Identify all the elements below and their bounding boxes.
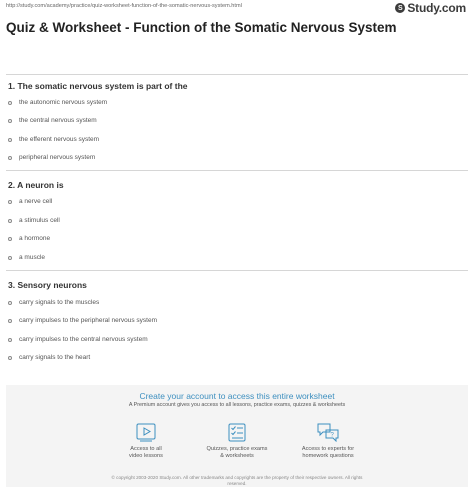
radio-icon[interactable] — [8, 101, 12, 105]
copyright-footer: © copyright 2003-2020 Study.com. All other trademarks and copyrights are the property of their respective owners. All rights reserved. — [111, 475, 363, 486]
radio-icon[interactable] — [8, 338, 12, 342]
question-2-option-3[interactable]: a hormone — [8, 235, 50, 242]
video-lesson-icon — [135, 422, 157, 442]
radio-icon[interactable] — [8, 156, 12, 160]
question-2-option-4[interactable]: a muscle — [8, 254, 45, 261]
question-1-label: 1. The somatic nervous system is part of the — [8, 81, 188, 91]
question-2-option-2[interactable]: a stimulus cell — [8, 217, 60, 224]
question-3-option-1[interactable]: carry signals to the muscles — [8, 299, 99, 306]
feature-quizzes — [187, 422, 287, 460]
question-3-option-3[interactable]: carry impulses to the central nervous system — [8, 336, 148, 343]
study-logo[interactable] — [395, 1, 466, 15]
question-2-label: 2. A neuron is — [8, 180, 64, 190]
svg-text:?: ? — [330, 432, 334, 439]
premium-promo — [6, 385, 468, 487]
divider — [6, 74, 468, 75]
checklist-icon — [226, 422, 248, 442]
radio-icon[interactable] — [8, 319, 12, 323]
question-3-option-4[interactable]: carry signals to the heart — [8, 354, 90, 361]
radio-icon[interactable] — [8, 256, 12, 260]
question-3-label: 3. Sensory neurons — [8, 280, 87, 290]
feature-experts-line1: Access to experts for — [301, 446, 355, 452]
feature-video-line1: Access to all — [130, 446, 162, 452]
feature-experts — [278, 422, 378, 460]
promo-subtitle: A Premium account gives you access to all lessons, practice exams, quizzes & worksheets — [128, 402, 346, 408]
question-1-option-1[interactable]: the autonomic nervous system — [8, 99, 107, 106]
question-1-option-2[interactable]: the central nervous system — [8, 117, 97, 124]
divider — [6, 170, 468, 171]
promo-title[interactable]: Create your account to access this entire worksheet — [139, 391, 335, 401]
feature-quizzes-line2: & worksheets — [220, 453, 254, 459]
radio-icon[interactable] — [8, 119, 12, 123]
logo-mark: S — [395, 3, 405, 13]
radio-icon[interactable] — [8, 237, 12, 241]
question-3-option-2[interactable]: carry impulses to the peripheral nervous system — [8, 317, 157, 324]
logo-text: Study.com — [407, 1, 466, 15]
radio-icon[interactable] — [8, 356, 12, 360]
radio-icon[interactable] — [8, 219, 12, 223]
divider — [6, 270, 468, 271]
question-2-option-1[interactable]: a nerve cell — [8, 198, 52, 205]
page-title: Quiz & Worksheet - Function of the Somatic Nervous System — [6, 20, 397, 35]
radio-icon[interactable] — [8, 301, 12, 305]
top-bar — [0, 0, 474, 14]
feature-quizzes-line1: Quizzes, practice exams — [206, 446, 268, 452]
page-url: http://study.com/academy/practice/quiz-worksheet-function-of-the-somatic-nervous-system.html — [6, 3, 242, 9]
question-1-option-3[interactable]: the efferent nervous system — [8, 136, 99, 143]
radio-icon[interactable] — [8, 200, 12, 204]
feature-video-lessons — [96, 422, 196, 460]
feature-experts-line2: homework questions — [302, 453, 354, 459]
feature-video-line2: video lessons — [129, 453, 163, 459]
radio-icon[interactable] — [8, 138, 12, 142]
question-1-option-4[interactable]: peripheral nervous system — [8, 154, 95, 161]
chat-bubbles-icon — [316, 422, 340, 442]
